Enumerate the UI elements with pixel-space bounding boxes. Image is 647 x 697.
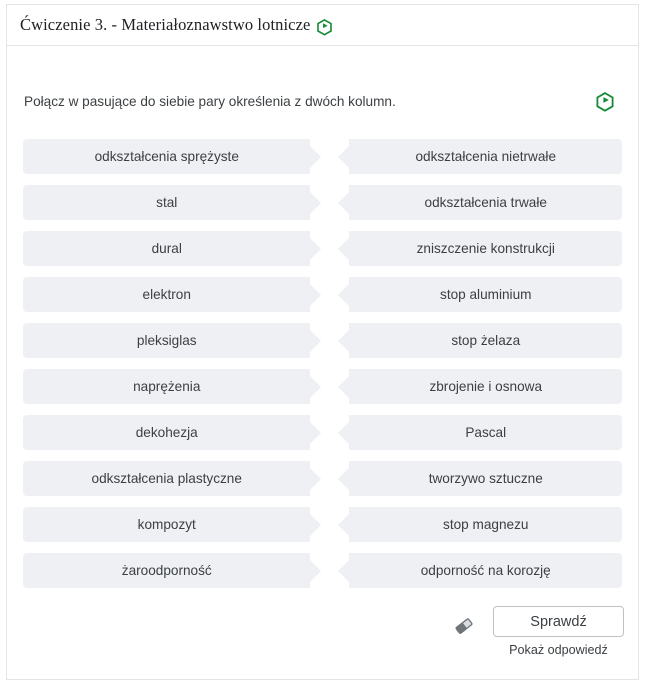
exercise-footer xyxy=(7,588,638,657)
match-item-label: stal xyxy=(156,195,178,210)
match-item-left[interactable] xyxy=(23,185,310,220)
match-item-label: elektron xyxy=(142,287,191,302)
match-item-label: zniszczenie konstrukcji xyxy=(416,241,555,256)
match-item-label: tworzywo sztuczne xyxy=(428,471,543,486)
match-item-right[interactable] xyxy=(349,185,622,220)
match-item-label: odkształcenia trwałe xyxy=(424,195,547,210)
match-item-left[interactable] xyxy=(23,369,310,404)
match-item-label: stop żelaza xyxy=(451,333,521,348)
match-item-left[interactable] xyxy=(23,461,310,496)
match-column-right xyxy=(338,139,622,588)
match-item-label: odporność na korozję xyxy=(420,563,551,578)
match-item-right[interactable] xyxy=(349,507,622,542)
match-item-right[interactable] xyxy=(349,369,622,404)
show-answer-link[interactable]: Pokaż odpowiedź xyxy=(509,643,608,657)
match-item-left[interactable] xyxy=(23,415,310,450)
hexagon-play-icon xyxy=(317,19,332,36)
match-item-left[interactable] xyxy=(23,139,310,174)
match-item-right[interactable] xyxy=(349,415,622,450)
match-item-left[interactable] xyxy=(23,507,310,542)
match-item-label: żaroodporność xyxy=(121,563,212,578)
match-item-right[interactable] xyxy=(349,553,622,588)
match-board xyxy=(7,139,638,588)
match-item-right[interactable] xyxy=(349,231,622,266)
match-item-label: stop magnezu xyxy=(443,517,529,532)
exercise-card xyxy=(6,4,639,680)
match-item-left[interactable] xyxy=(23,231,310,266)
match-item-label: odkształcenia nietrwałe xyxy=(415,149,557,164)
check-button[interactable]: Sprawdź xyxy=(493,606,624,637)
match-item-left[interactable] xyxy=(23,277,310,312)
match-item-label: kompozyt xyxy=(137,517,196,532)
eraser-icon[interactable] xyxy=(452,614,476,638)
match-item-label: odkształcenia plastyczne xyxy=(91,471,242,486)
match-item-label: Pascal xyxy=(465,425,507,440)
exercise-header xyxy=(7,5,638,46)
instruction-text: Połącz w pasujące do siebie pary określenia z dwóch kolumn. xyxy=(24,94,396,109)
match-item-left[interactable] xyxy=(23,323,310,358)
match-item-label: dekohezja xyxy=(135,425,198,440)
match-item-label: stop aluminium xyxy=(440,287,532,302)
page-title: Ćwiczenie 3. - Materiałoznawstwo lotnicze xyxy=(20,15,311,34)
match-item-label: pleksiglas xyxy=(136,333,197,348)
match-item-right[interactable] xyxy=(349,323,622,358)
hexagon-play-icon xyxy=(596,92,614,112)
match-item-label: zbrojenie i osnowa xyxy=(429,379,543,394)
match-item-right[interactable] xyxy=(349,277,622,312)
exercise-body xyxy=(7,46,638,657)
match-item-left[interactable] xyxy=(23,553,310,588)
match-item-label: odkształcenia sprężyste xyxy=(94,149,239,164)
match-item-label: naprężenia xyxy=(133,379,201,394)
match-column-left xyxy=(23,139,310,588)
match-item-label: dural xyxy=(151,241,182,256)
check-block xyxy=(493,606,624,657)
match-item-right[interactable] xyxy=(349,461,622,496)
match-item-right[interactable] xyxy=(349,139,622,174)
instruction-row xyxy=(7,46,638,112)
